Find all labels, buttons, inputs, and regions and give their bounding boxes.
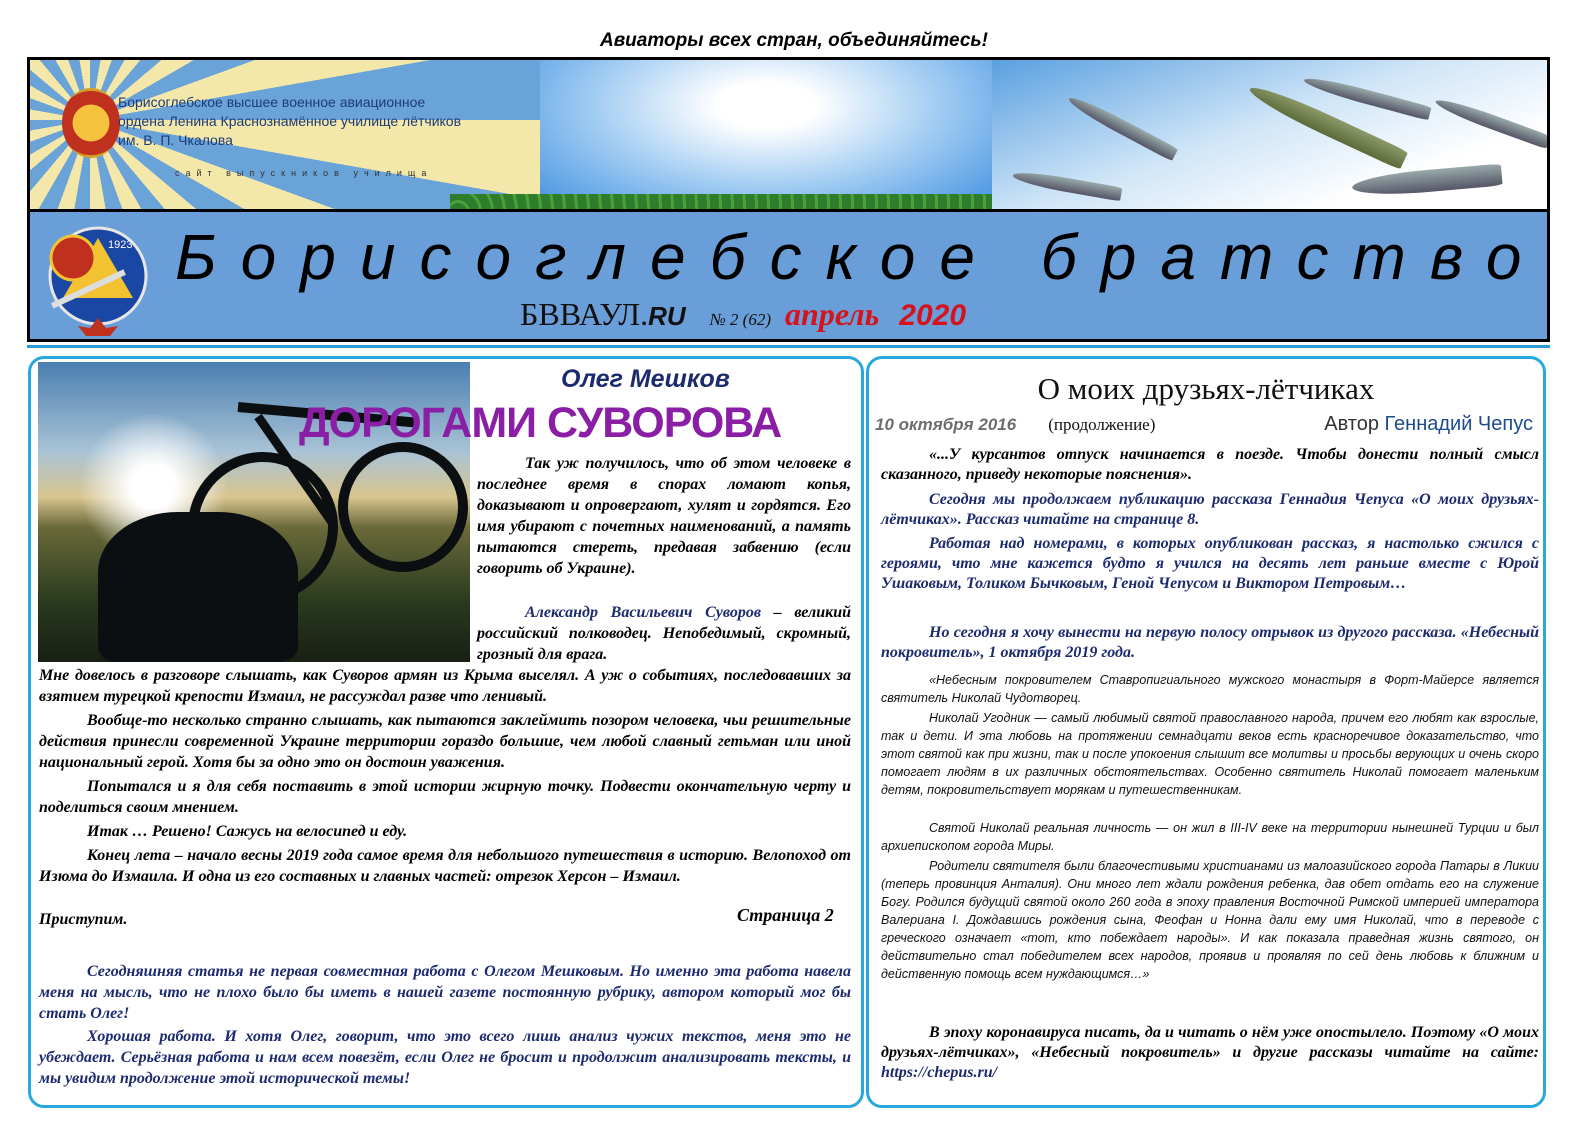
site-domain: RU xyxy=(648,301,686,331)
article-headline: ДОРОГАМИ СУВОРОВА xyxy=(299,399,782,447)
author-name: Геннадий Чепус xyxy=(1384,413,1533,435)
school-emblem-icon xyxy=(38,218,156,338)
paragraph: Так уж получилось, что об этом человеке в последнее время в спорах ломают копья, доказывают и опровергают, хулят и гордятся. Его имя убирают с почетных наименований, а память пытаются стереть, предавая забвению (если говорить об Украине). xyxy=(477,455,851,577)
left-article xyxy=(28,356,864,1108)
jet-icon xyxy=(1433,95,1547,149)
closing-text: В эпоху коронавируса писать, да и читать о нём уже опостылело. Поэтому «О моих друзьях-лётчиках», «Небесный покровитель» и другие рассказы читайте на сайте: xyxy=(881,1024,1539,1061)
tree-line xyxy=(450,194,1050,212)
lenin-order-icon xyxy=(62,88,120,158)
jet-icon xyxy=(1012,169,1123,202)
masthead xyxy=(27,57,1550,342)
article-title: О моих друзьях-лётчиках xyxy=(1037,371,1375,406)
article-author: Олег Мешков xyxy=(561,365,730,393)
jet-icon xyxy=(1351,164,1502,199)
right-article xyxy=(866,356,1546,1108)
paragraph: Сегодня мы продолжаем публикацию рассказа Геннадия Чепуса «О моих друзьях-лётчиках». Рассказ читайте на странице 8. xyxy=(881,491,1539,528)
editor-note: Сегодняшняя статья не первая совместная работа с Олегом Мешковым. Но именно эта работа навела меня на мысль, что не плохо было бы иметь в нашей газете постоянную рубрику, автором который мог бы стать Олег! xyxy=(39,963,851,1022)
bike-bags xyxy=(98,512,298,662)
school-name xyxy=(118,93,461,150)
banner xyxy=(30,60,1547,212)
article-date: 10 октября 2016 xyxy=(875,415,1017,434)
slogan: Авиаторы всех стран, объединяйтесь! xyxy=(599,30,988,51)
issue-number: № 2 (62) xyxy=(709,310,772,329)
editor-note: Хорошая работа. И хотя Олег, говорит, что это всего лишь анализ чужих текстов, меня это не убеждает. Серьёзная работа и нам всем повезёт, если Олег не бросит и продолжит анализировать тексты, и мы увидим продолжение этой исторической темы! xyxy=(39,1028,851,1087)
issue-year: 2020 xyxy=(899,299,967,332)
school-line-1: Борисоглебское высшее военное авиационное xyxy=(118,94,426,110)
closing-paragraph xyxy=(881,1023,1539,1083)
paragraph: Мне довелось в разговоре слышать, как Суворов армян из Крыма выселял. А уж о событиях, последовавших за взятием турецкой крепости Измаил, не рассуждал разве что ленивый. xyxy=(39,667,851,705)
jets-panel xyxy=(992,60,1547,212)
jet-icon xyxy=(1066,93,1179,162)
sky-panel xyxy=(540,60,992,212)
paragraph xyxy=(477,602,851,665)
paragraph: «...У курсантов отпуск начинается в поезде. Чтобы донести полный смысл сказанного, приведу некоторые пояснения». xyxy=(881,446,1539,483)
continuation-label: (продолжение) xyxy=(1048,415,1156,434)
quote-paragraph: Родители святителя были благочестивыми христианами из малоазийского города Патары в Ликии (теперь провинция Анталия). Они много лет ждали рождения ребенка, дав обет отдать его на служение Богу. Родился будущий святой около 260 года в эпоху правления Восточной Римской империей императора Валериана I. Дождавшись рождения сына, Феофан и Нонна дали ему имя Николай, что в переводе с греческого означает «тот, кто побеждает народы». И как показала праведная жизнь святого, он действительно стал победителем всех народов, проявив и проявляя по сей день любовь к ближним и действенную помощь всем нуждающимся…» xyxy=(881,859,1539,981)
school-line-3: им. В. П. Чкалова xyxy=(118,132,233,148)
site-link[interactable]: https://chepus.ru/ xyxy=(881,1064,998,1081)
issue-line xyxy=(520,296,966,333)
article-meta xyxy=(875,415,1539,435)
quote-paragraph: Николай Угодник — самый любимый святой православного народа, причем его любят как взрослые, так и дети. И эта любовь на протяжении семнадцати веков есть красноречивое доказательство, что этот святой как при жизни, так и после упокоения слышит все молитвы и просьбы верующих и очень скоро помогает людям в их различных обстоятельствах. Особенно святитель Николай помогает маленьким детям, покровительствует морякам и путешественникам. xyxy=(881,711,1539,797)
paragraph: Вообще-то несколько странно слышать, как пытаются заклеймить позором человека, чьи решительные действия принесли современной Украине территории гораздо большие, чем любой славный гетьман или иной национальный герой. Хотя бы за одно это он достоин уважения. xyxy=(39,712,851,771)
issue-month: апрель xyxy=(785,296,880,332)
paragraph-text: – великий российский полководец. Непобедимый, скромный, грозный для врага. xyxy=(477,604,852,663)
paragraph: Попытался и я для себя поставить в этой истории жирную точку. Подвести окончательную черту и поделиться своим мнением. xyxy=(39,778,851,816)
site-name: БВВАУЛ. xyxy=(520,296,649,332)
quote-paragraph: Святой Николай реальная личность — он жил в III-IV веке на территории нынешней Турции и был архиепископом города Миры. xyxy=(881,821,1539,853)
site-caption: сайт выпускников училища xyxy=(175,168,433,178)
bike-wheel xyxy=(338,442,468,572)
divider xyxy=(27,345,1550,348)
article-author xyxy=(1324,413,1533,436)
suvorov-name: Александр Васильевич Суворов xyxy=(525,604,761,621)
school-line-2: ордена Ленина Краснознамённое училище лётчиков xyxy=(118,113,462,129)
author-label: Автор xyxy=(1324,413,1379,435)
paragraph: Итак … Решено! Сажусь на велосипед и еду. xyxy=(87,823,408,840)
paragraph: Работая над номерами, в которых опубликован рассказ, я настолько сжился с героями, что мне кажется будто я учился на десять лет раньше вместе с Юрой Ушаковым, Толиком Бычковым, Геной Чепусом и Виктором Петровым… xyxy=(881,535,1539,592)
newspaper-title: Борисоглебское братство xyxy=(175,221,1546,293)
page-reference: Страница 2 xyxy=(737,905,834,925)
paragraph: Приступим. xyxy=(39,911,128,928)
quote-paragraph: «Небесным покровителем Ставропигиального мужского монастыря в Форт-Майерсе является святитель Николай Чудотворец. xyxy=(881,673,1539,705)
paragraph: Но сегодня я хочу вынести на первую полосу отрывок из другого рассказа. «Небесный покровитель», 1 октября 2019 года. xyxy=(881,624,1539,661)
emblem-year: 1923 xyxy=(108,239,133,251)
paragraph: Конец лета – начало весны 2019 года самое время для небольшого путешествия в историю. Велопоход от Изюма до Измаила. И одна из его составных и главных частей: отрезок Херсон – Измаил. xyxy=(39,847,851,885)
